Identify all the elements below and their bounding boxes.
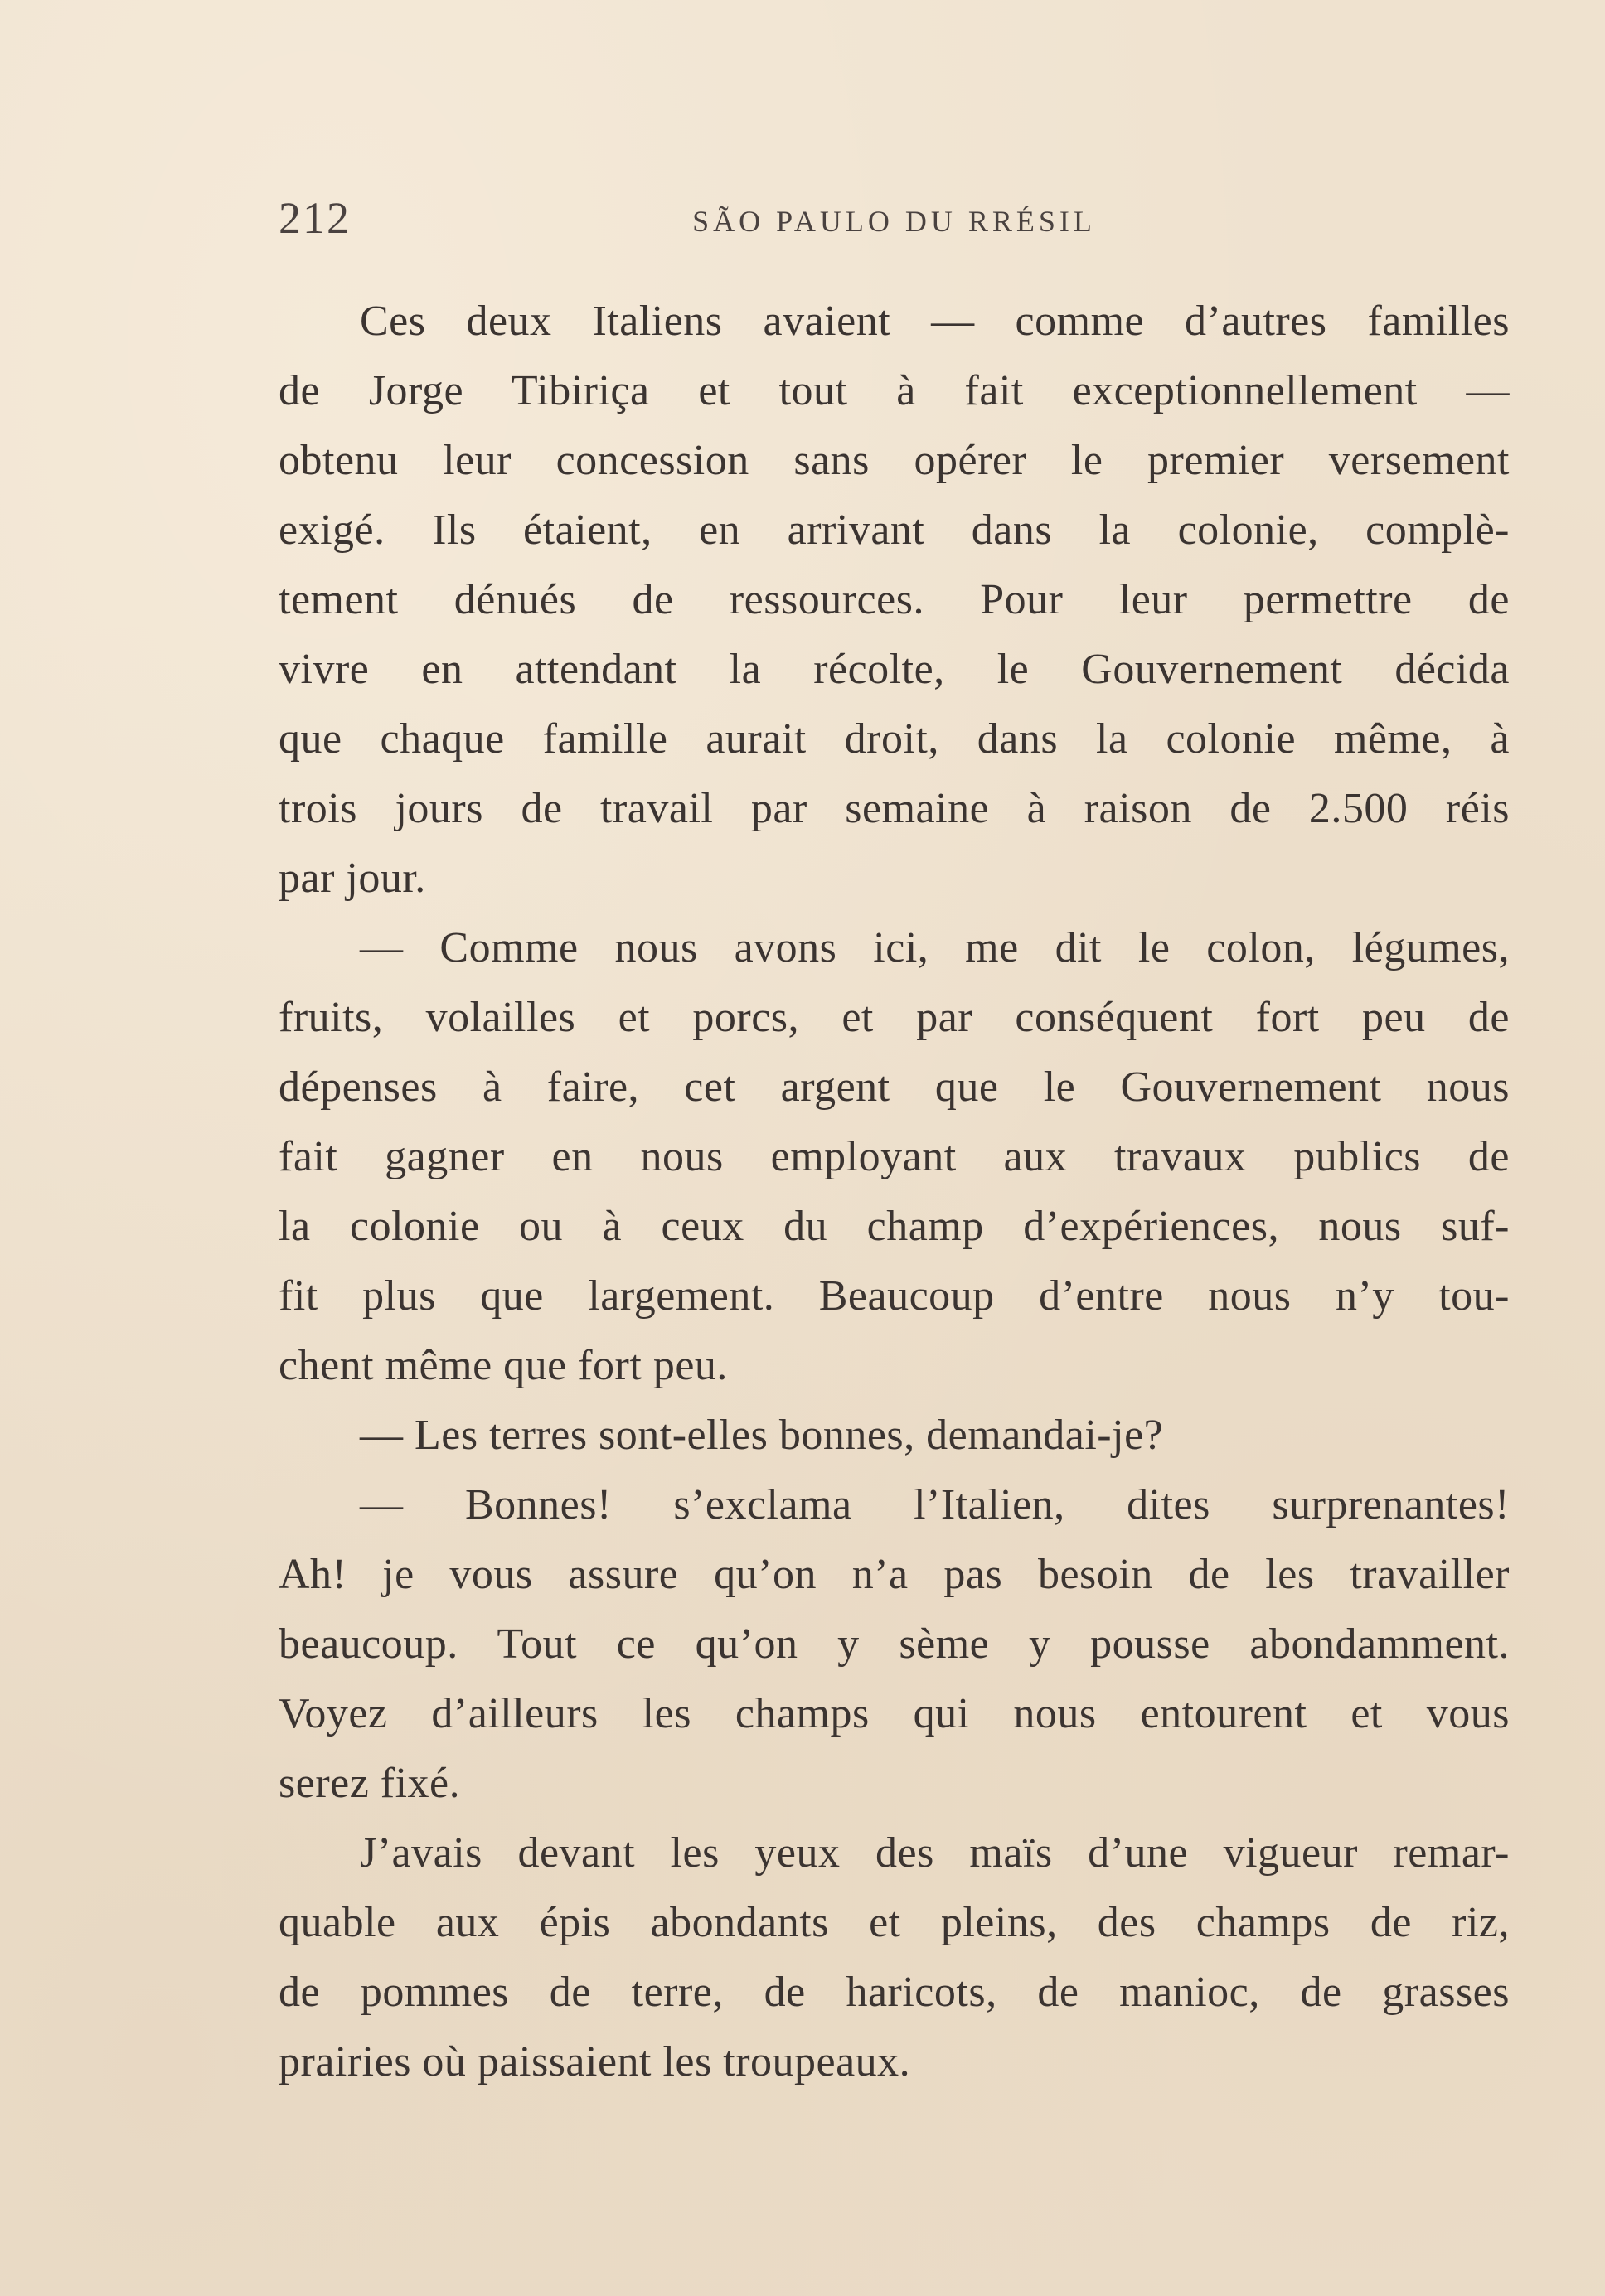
body-text [279,287,1510,2097]
text-line: — Comme nous avons ici, me dit le colon, légumes, [360,924,1510,971]
text-line: de Jorge Tibiriça et tout à fait exceptionnellement — [279,367,1510,414]
text-line: fit plus que largement. Beaucoup d’entre nous n’y tou- [279,1272,1510,1320]
text-line: chent même que fort peu. [279,1342,728,1389]
text-line: — Bonnes! s’exclama l’Italien, dites surprenantes! [360,1481,1510,1528]
running-title: SÃO PAULO DU RRÉSIL [692,205,1096,238]
text-line: tement dénués de ressources. Pour leur permettre de [279,576,1510,623]
text-line: la colonie ou à ceux du champ d’expériences, nous suf- [279,1203,1510,1250]
text-line: beaucoup. Tout ce qu’on y sème y pousse abondamment. [279,1620,1510,1668]
text-line: prairies où paissaient les troupeaux. [279,2038,911,2085]
text-line: Ces deux Italiens avaient — comme d’autres familles [360,298,1510,345]
text-line: par jour. [279,855,426,902]
page-number: 212 [279,193,351,243]
text-line: Voyez d’ailleurs les champs qui nous entourent et vous [279,1690,1510,1737]
text-line: serez fixé. [279,1760,461,1807]
text-line: fait gagner en nous employant aux travaux publics de [279,1133,1510,1180]
text-line: Ah! je vous assure qu’on n’a pas besoin de les travailler [279,1551,1510,1598]
text-line: que chaque famille aurait droit, dans la colonie même, à [279,715,1510,763]
text-line: de pommes de terre, de haricots, de manioc, de grasses [279,1969,1510,2016]
text-line: exigé. Ils étaient, en arrivant dans la colonie, complè- [279,506,1510,554]
text-line: dépenses à faire, cet argent que le Gouvernement nous [279,1063,1510,1111]
text-line: vivre en attendant la récolte, le Gouvernement décida [279,646,1510,693]
text-line: — Les terres sont-elles bonnes, demandai-je? [360,1412,1164,1459]
page-header [279,192,1510,250]
text-line: fruits, volailles et porcs, et par conséquent fort peu de [279,994,1510,1041]
text-line: obtenu leur concession sans opérer le premier versement [279,437,1510,484]
text-line: quable aux épis abondants et pleins, des champs de riz, [279,1899,1510,1946]
text-line: trois jours de travail par semaine à raison de 2.500 réis [279,785,1510,832]
text-line: J’avais devant les yeux des maïs d’une vigueur remar- [360,1829,1510,1877]
